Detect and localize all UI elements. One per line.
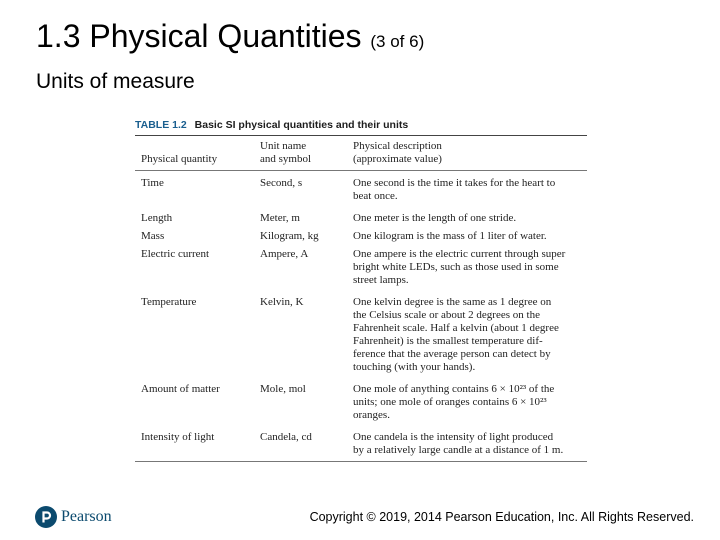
quantity-cell: Length — [141, 212, 173, 224]
quantity-cell: Electric current — [141, 248, 210, 260]
table-caption-text: Basic SI physical quantities and their units — [194, 119, 409, 131]
table-number: TABLE 1.2 — [135, 119, 187, 131]
unit-cell: Candela, cd — [260, 431, 312, 443]
quantity-cell: Temperature — [141, 296, 197, 308]
copyright-notice: Copyright © 2019, 2014 Pearson Education, Inc. All Rights Reserved. — [309, 510, 694, 524]
table-caption — [135, 119, 587, 131]
brand-name: Pearson — [61, 508, 112, 525]
table-row — [135, 243, 587, 287]
table-row — [135, 374, 587, 422]
slide-title — [36, 18, 424, 55]
quantity-cell: Mass — [141, 230, 165, 242]
quantity-cell: Time — [141, 177, 164, 189]
description-cell: One kilogram is the mass of 1 liter of water. — [353, 230, 547, 242]
description-cell: One second is the time it takes for the heart to beat once. — [353, 177, 556, 202]
unit-cell: Mole, mol — [260, 383, 306, 395]
description-cell: One ampere is the electric current through super bright white LEDs, such as those used in some street lamps. — [353, 248, 566, 286]
description-cell: One meter is the length of one stride. — [353, 212, 517, 224]
header-unit-name: Unit name and symbol — [260, 140, 312, 165]
table-bottom-rule — [135, 461, 587, 462]
quantity-cell: Intensity of light — [141, 431, 215, 443]
unit-cell: Ampere, A — [260, 248, 309, 260]
pearson-p-logo-icon — [35, 506, 57, 528]
header-physical-description: Physical description (approximate value) — [353, 140, 442, 165]
description-cell: One kelvin degree is the same as 1 degree on the Celsius scale or about 2 degrees on the Fahrenheit scale. Half a kelvin (about 1 degree Fahrenheit) is the smallest temperature dif- ference that the average person can detect by touching (with your hands). — [353, 296, 559, 373]
header-cell — [254, 136, 347, 171]
slide-title-text: 1.3 Physical Quantities — [36, 18, 362, 54]
unit-cell: Meter, m — [260, 212, 300, 224]
unit-cell: Second, s — [260, 177, 303, 189]
unit-cell: Kilogram, kg — [260, 230, 319, 242]
description-cell: One mole of anything contains 6 × 10²³ of the units; one mole of oranges contains 6 × 10²³ oranges. — [353, 383, 555, 421]
description-cell: One candela is the intensity of light produced by a relatively large candle at a distance of 1 m. — [353, 431, 564, 456]
table-row — [135, 203, 587, 225]
si-units-table — [135, 119, 587, 462]
header-cell — [347, 136, 587, 171]
table-grid — [135, 136, 587, 461]
slide-subtitle: Units of measure — [36, 70, 195, 93]
header-physical-quantity: Physical quantity — [141, 153, 218, 165]
table-row — [135, 422, 587, 461]
table-row — [135, 225, 587, 243]
table-row — [135, 287, 587, 374]
pearson-logo — [35, 504, 112, 530]
table-row — [135, 171, 587, 204]
header-cell — [135, 136, 254, 171]
slide-title-suffix: (3 of 6) — [370, 32, 425, 51]
unit-cell: Kelvin, K — [260, 296, 304, 308]
table-header-row — [135, 136, 587, 171]
quantity-cell: Amount of matter — [141, 383, 220, 395]
